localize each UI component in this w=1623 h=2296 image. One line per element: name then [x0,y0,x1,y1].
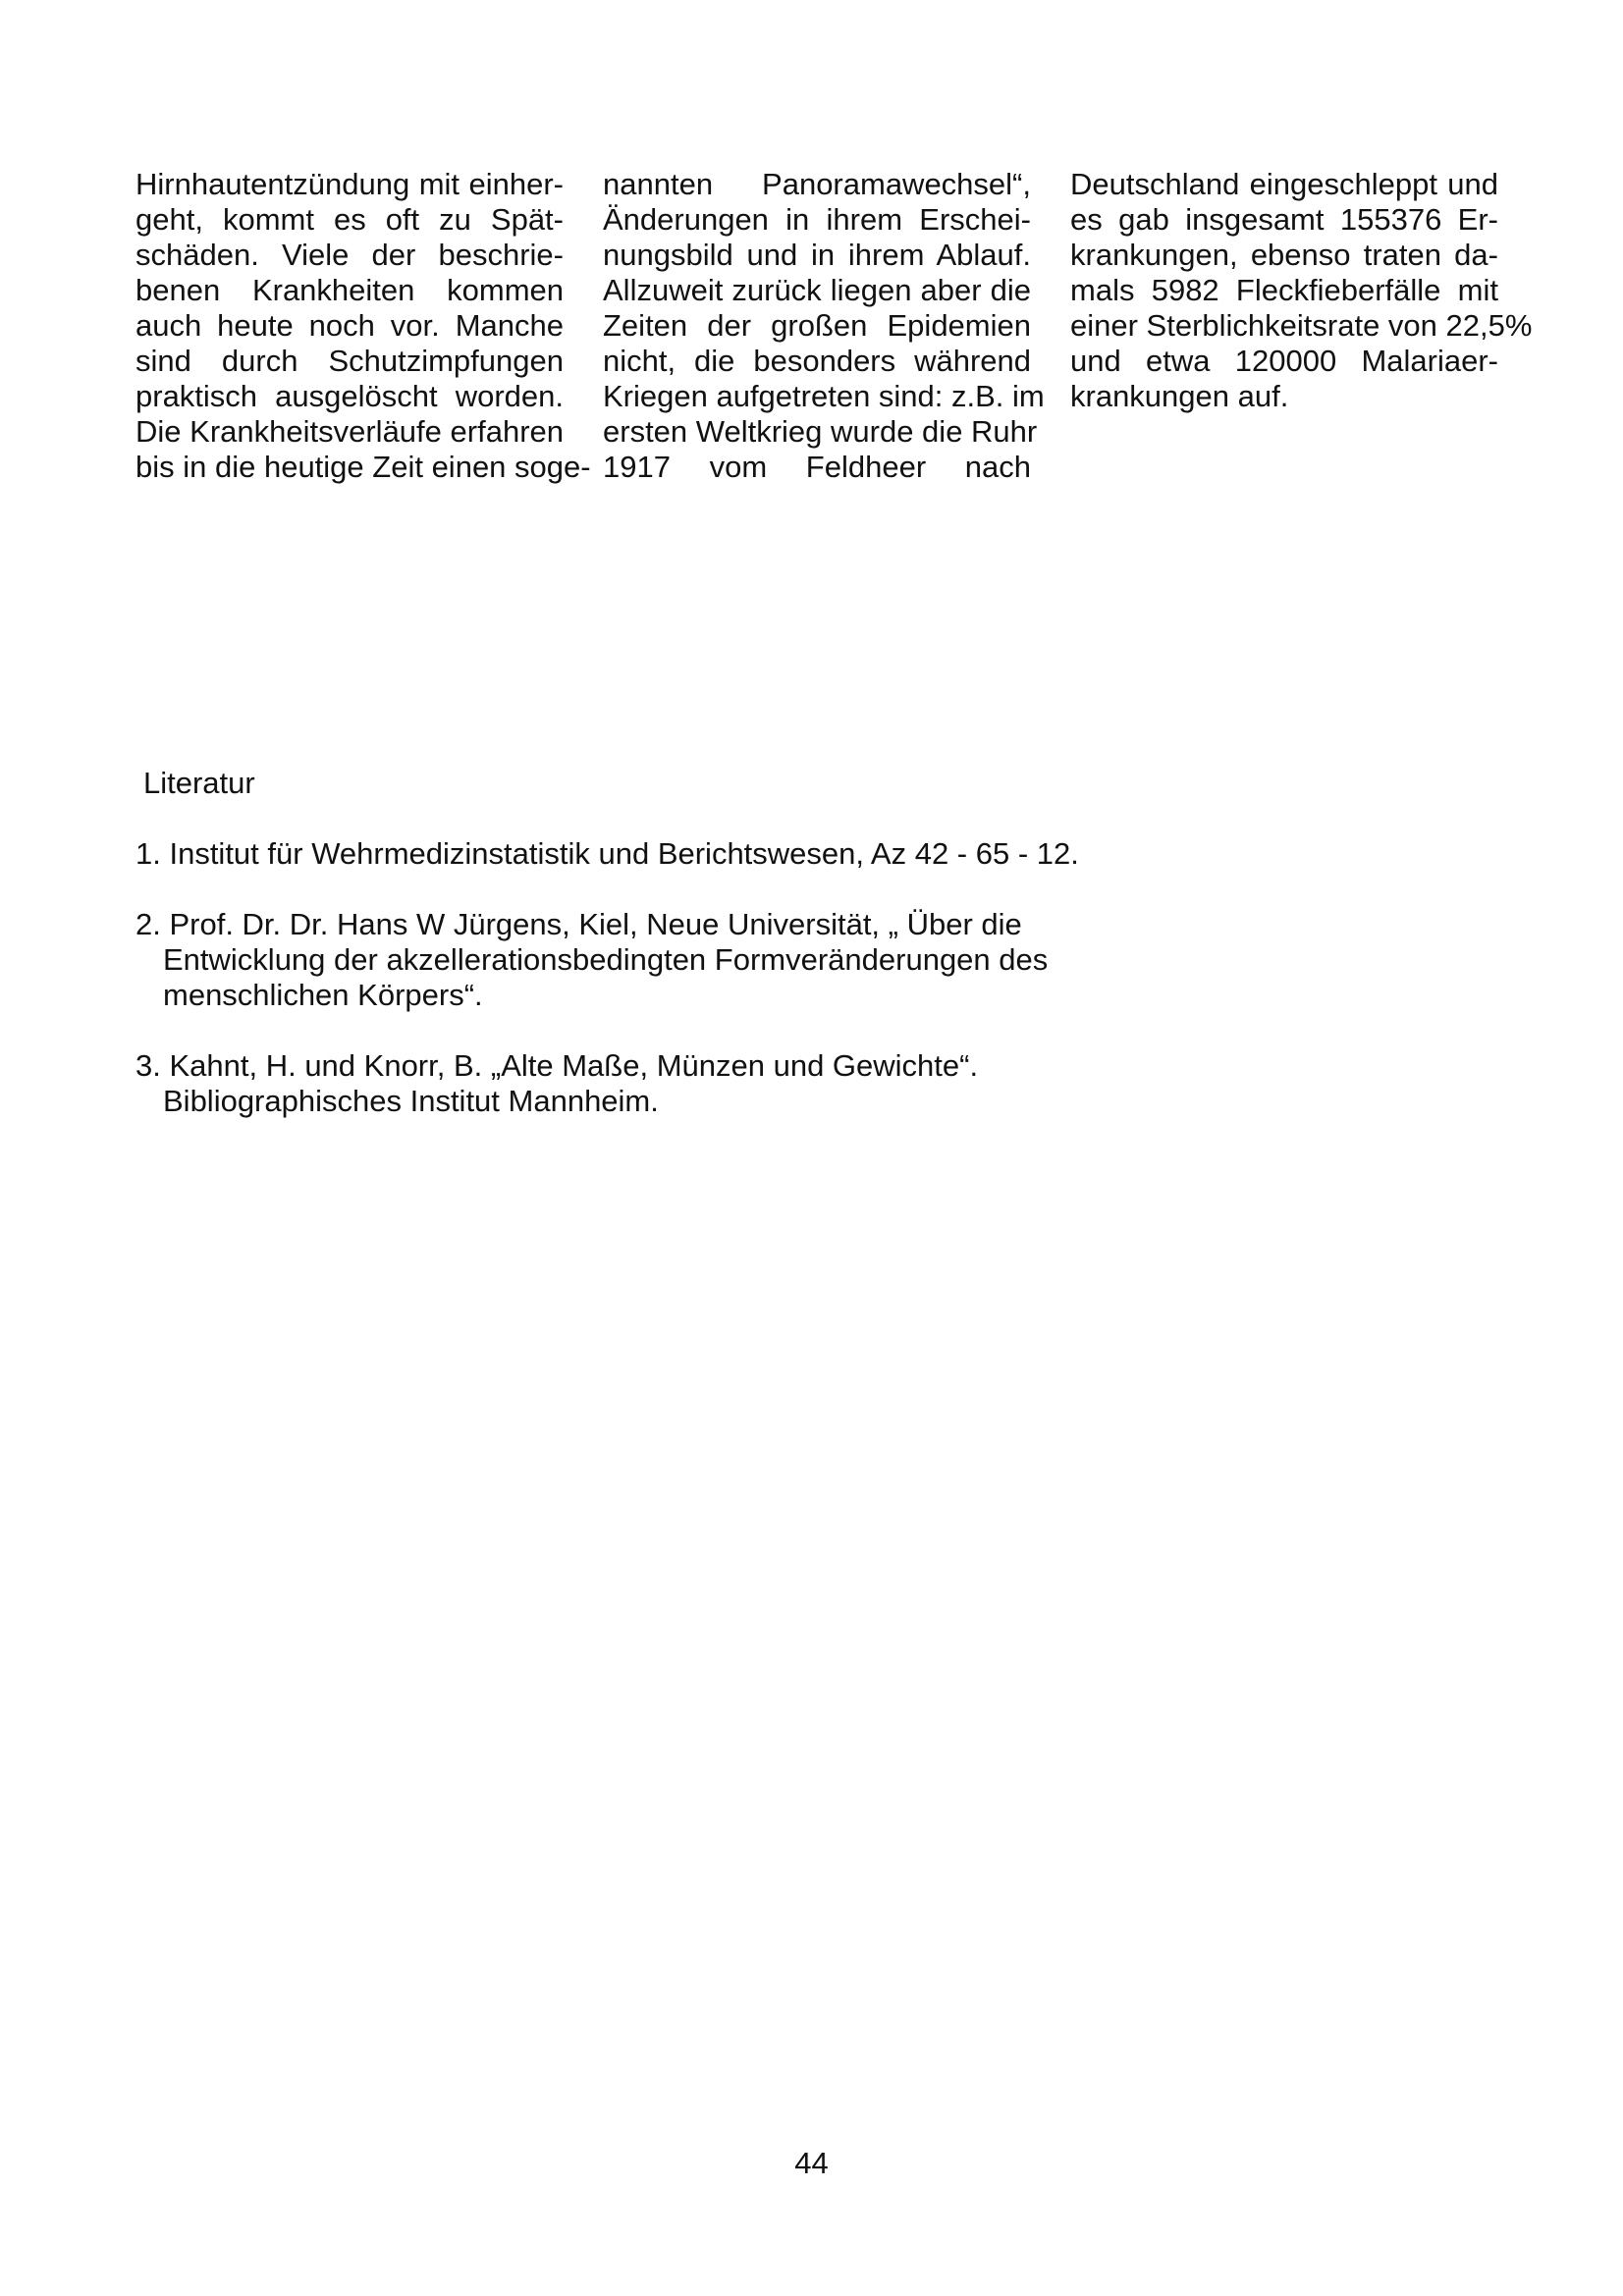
column-line: und etwa 120000 Malariaer- [1070,344,1498,378]
column-line: praktisch ausgelöscht worden. [135,379,564,413]
column-line: Hirnhautentzündung mit einher- [135,167,564,201]
column-line: krankungen auf. [1070,379,1289,413]
reference-item [135,836,1079,872]
reference-item [135,907,1058,1013]
reference-line: menschlichen Körpers“. [163,978,483,1012]
column-line: mals 5982 Fleckfieberfälle mit [1070,273,1498,307]
page-number: 44 [794,2146,829,2180]
column-line: Deutschland eingeschleppt und [1070,167,1498,201]
text-column-2 [603,167,1045,485]
column-line: Änderungen in ihrem Erschei- [603,202,1031,237]
column-line: sind durch Schutzimpfungen [135,344,564,378]
reference-line: 3. Kahnt, H. und Knorr, B. „Alte Maße, Münzen und Gewichte“. [135,1048,979,1083]
reference-line: 1. Institut für Wehrmedizinstatistik und Berichtswesen, Az 42 - 65 - 12. [135,836,1079,871]
text-column-1 [135,167,591,485]
column-line: Kriegen aufgetreten sind: z.B. im [603,379,1045,413]
column-line: es gab insgesamt 155376 Er- [1070,202,1498,237]
literature-heading: Literatur [143,766,255,800]
column-line: benen Krankheiten kommen [135,273,564,307]
column-line: nannten Panoramawechsel“, [603,167,1031,201]
column-line: bis in die heutige Zeit einen soge- [135,450,591,484]
column-line: nicht, die besonders während [603,344,1031,378]
reference-line: Entwicklung der akzellerationsbedingten Formveränderungen des [163,942,1049,977]
column-line: einer Sterblichkeitsrate von 22,5% [1070,308,1533,343]
column-line: schäden. Viele der beschrie- [135,238,564,272]
column-line: auch heute noch vor. Manche [135,308,564,343]
column-line: nungsbild und in ihrem Ablauf. [603,238,1031,272]
column-line: Allzuweit zurück liegen aber die [603,273,1031,307]
column-line: ersten Weltkrieg wurde die Ruhr [603,414,1038,449]
reference-item [135,1048,1058,1119]
column-line: geht, kommt es oft zu Spät- [135,202,564,237]
column-line: 1917 vom Feldheer nach [603,450,1031,484]
column-line: krankungen, ebenso traten da- [1070,238,1498,272]
column-line: Zeiten der großen Epidemien [603,308,1031,343]
reference-line: Bibliographisches Institut Mannheim. [163,1084,659,1118]
text-column-3 [1070,167,1533,414]
reference-line: 2. Prof. Dr. Dr. Hans W Jürgens, Kiel, Neue Universität, „ Über die [135,907,1022,941]
column-line: Die Krankheitsverläufe erfahren [135,414,564,449]
reference-list [135,836,1079,1154]
